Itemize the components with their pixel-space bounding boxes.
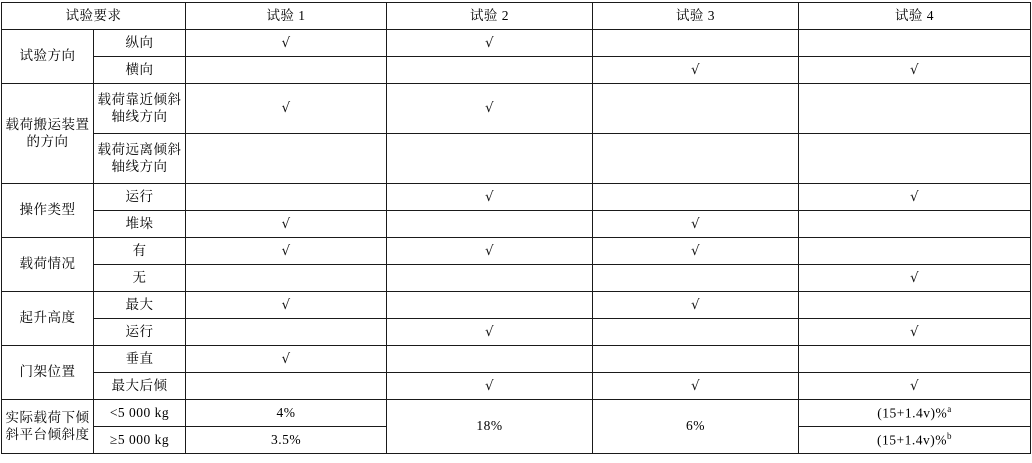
cell-g3-r0-t4	[799, 238, 1031, 265]
table-row	[2, 238, 1031, 265]
table-header-row	[2, 3, 1031, 30]
group-label-load-handling-direction: 载荷搬运装置的方向	[2, 84, 94, 184]
sub-label-stacking: 堆垛	[94, 211, 186, 238]
cell-g1-r1-t2	[387, 134, 593, 184]
table-row	[2, 400, 1031, 427]
table-row	[2, 57, 1031, 84]
header-test-1: 试验 1	[186, 3, 387, 30]
cell-g5-r0-t2	[387, 346, 593, 373]
document-page	[0, 2, 1032, 463]
cell-g3-r0-t3: √	[593, 238, 799, 265]
group-label-operation-type: 操作类型	[2, 184, 94, 238]
group-label-direction: 试验方向	[2, 30, 94, 84]
cell-g1-r0-t2: √	[387, 84, 593, 134]
cell-slope-r0-t4	[799, 400, 1031, 427]
cell-g0-r1-t1	[186, 57, 387, 84]
test-requirements-table	[1, 2, 1031, 454]
sub-label-over-5000kg: ≥5 000 kg	[94, 427, 186, 454]
table-row	[2, 30, 1031, 57]
table-row	[2, 292, 1031, 319]
cell-g1-r1-t1	[186, 134, 387, 184]
group-label-load-condition: 载荷情况	[2, 238, 94, 292]
table-row	[2, 373, 1031, 400]
slope-footnote-b: b	[946, 430, 952, 441]
cell-g2-r1-t3: √	[593, 211, 799, 238]
table-row	[2, 319, 1031, 346]
cell-g5-r1-t2: √	[387, 373, 593, 400]
cell-g3-r1-t1	[186, 265, 387, 292]
header-test-2: 试验 2	[387, 3, 593, 30]
cell-g0-r0-t1: √	[186, 30, 387, 57]
cell-g4-r1-t4: √	[799, 319, 1031, 346]
sub-label-transverse: 横向	[94, 57, 186, 84]
table-row	[2, 211, 1031, 238]
cell-g2-r1-t2	[387, 211, 593, 238]
cell-g0-r0-t2: √	[387, 30, 593, 57]
cell-g0-r1-t2	[387, 57, 593, 84]
cell-g1-r1-t4	[799, 134, 1031, 184]
cell-g5-r0-t3	[593, 346, 799, 373]
cell-g2-r1-t4	[799, 211, 1031, 238]
cell-slope-r1-t1: 3.5%	[186, 427, 387, 454]
slope-formula-a: (15+1.4v)%	[877, 405, 948, 421]
cell-g2-r1-t1: √	[186, 211, 387, 238]
sub-label-load-near-axis: 载荷靠近倾斜轴线方向	[94, 84, 186, 134]
cell-g4-r0-t3: √	[593, 292, 799, 319]
cell-g2-r0-t3	[593, 184, 799, 211]
table-row	[2, 265, 1031, 292]
group-label-mast-position: 门架位置	[2, 346, 94, 400]
group-label-lift-height: 起升高度	[2, 292, 94, 346]
sub-label-travel: 运行	[94, 184, 186, 211]
table-row	[2, 84, 1031, 134]
cell-slope-t2: 18%	[387, 400, 593, 454]
sub-label-longitudinal: 纵向	[94, 30, 186, 57]
cell-g0-r1-t3: √	[593, 57, 799, 84]
slope-footnote-a: a	[947, 403, 952, 414]
cell-g4-r1-t2: √	[387, 319, 593, 346]
cell-g4-r1-t3	[593, 319, 799, 346]
sub-label-under-5000kg: <5 000 kg	[94, 400, 186, 427]
cell-g2-r0-t4: √	[799, 184, 1031, 211]
cell-g1-r0-t3	[593, 84, 799, 134]
cell-g3-r1-t3	[593, 265, 799, 292]
cell-g3-r1-t4: √	[799, 265, 1031, 292]
cell-g3-r0-t2: √	[387, 238, 593, 265]
table-row	[2, 346, 1031, 373]
cell-g4-r1-t1	[186, 319, 387, 346]
cell-g5-r0-t4	[799, 346, 1031, 373]
cell-g2-r0-t2: √	[387, 184, 593, 211]
cell-slope-r1-t4	[799, 427, 1031, 454]
slope-formula-b: (15+1.4v)%	[877, 432, 947, 448]
sub-label-max-backtilt: 最大后倾	[94, 373, 186, 400]
cell-g1-r1-t3	[593, 134, 799, 184]
sub-label-with-load: 有	[94, 238, 186, 265]
cell-g5-r0-t1: √	[186, 346, 387, 373]
cell-g2-r0-t1	[186, 184, 387, 211]
cell-g5-r1-t4: √	[799, 373, 1031, 400]
table-row	[2, 184, 1031, 211]
cell-g1-r0-t1: √	[186, 84, 387, 134]
cell-g0-r0-t4	[799, 30, 1031, 57]
cell-g3-r0-t1: √	[186, 238, 387, 265]
sub-label-max-height: 最大	[94, 292, 186, 319]
header-requirement: 试验要求	[2, 3, 186, 30]
sub-label-without-load: 无	[94, 265, 186, 292]
group-label-platform-slope: 实际载荷下倾斜平台倾斜度	[2, 400, 94, 454]
sub-label-vertical: 垂直	[94, 346, 186, 373]
cell-g0-r1-t4: √	[799, 57, 1031, 84]
sub-label-load-far-axis: 载荷远离倾斜轴线方向	[94, 134, 186, 184]
sub-label-travel-height: 运行	[94, 319, 186, 346]
cell-g5-r1-t3: √	[593, 373, 799, 400]
cell-g3-r1-t2	[387, 265, 593, 292]
cell-g5-r1-t1	[186, 373, 387, 400]
cell-slope-t3: 6%	[593, 400, 799, 454]
cell-g4-r0-t4	[799, 292, 1031, 319]
cell-g0-r0-t3	[593, 30, 799, 57]
table-row	[2, 134, 1031, 184]
header-test-3: 试验 3	[593, 3, 799, 30]
cell-g4-r0-t2	[387, 292, 593, 319]
cell-g1-r0-t4	[799, 84, 1031, 134]
header-test-4: 试验 4	[799, 3, 1031, 30]
cell-slope-r0-t1: 4%	[186, 400, 387, 427]
cell-g4-r0-t1: √	[186, 292, 387, 319]
